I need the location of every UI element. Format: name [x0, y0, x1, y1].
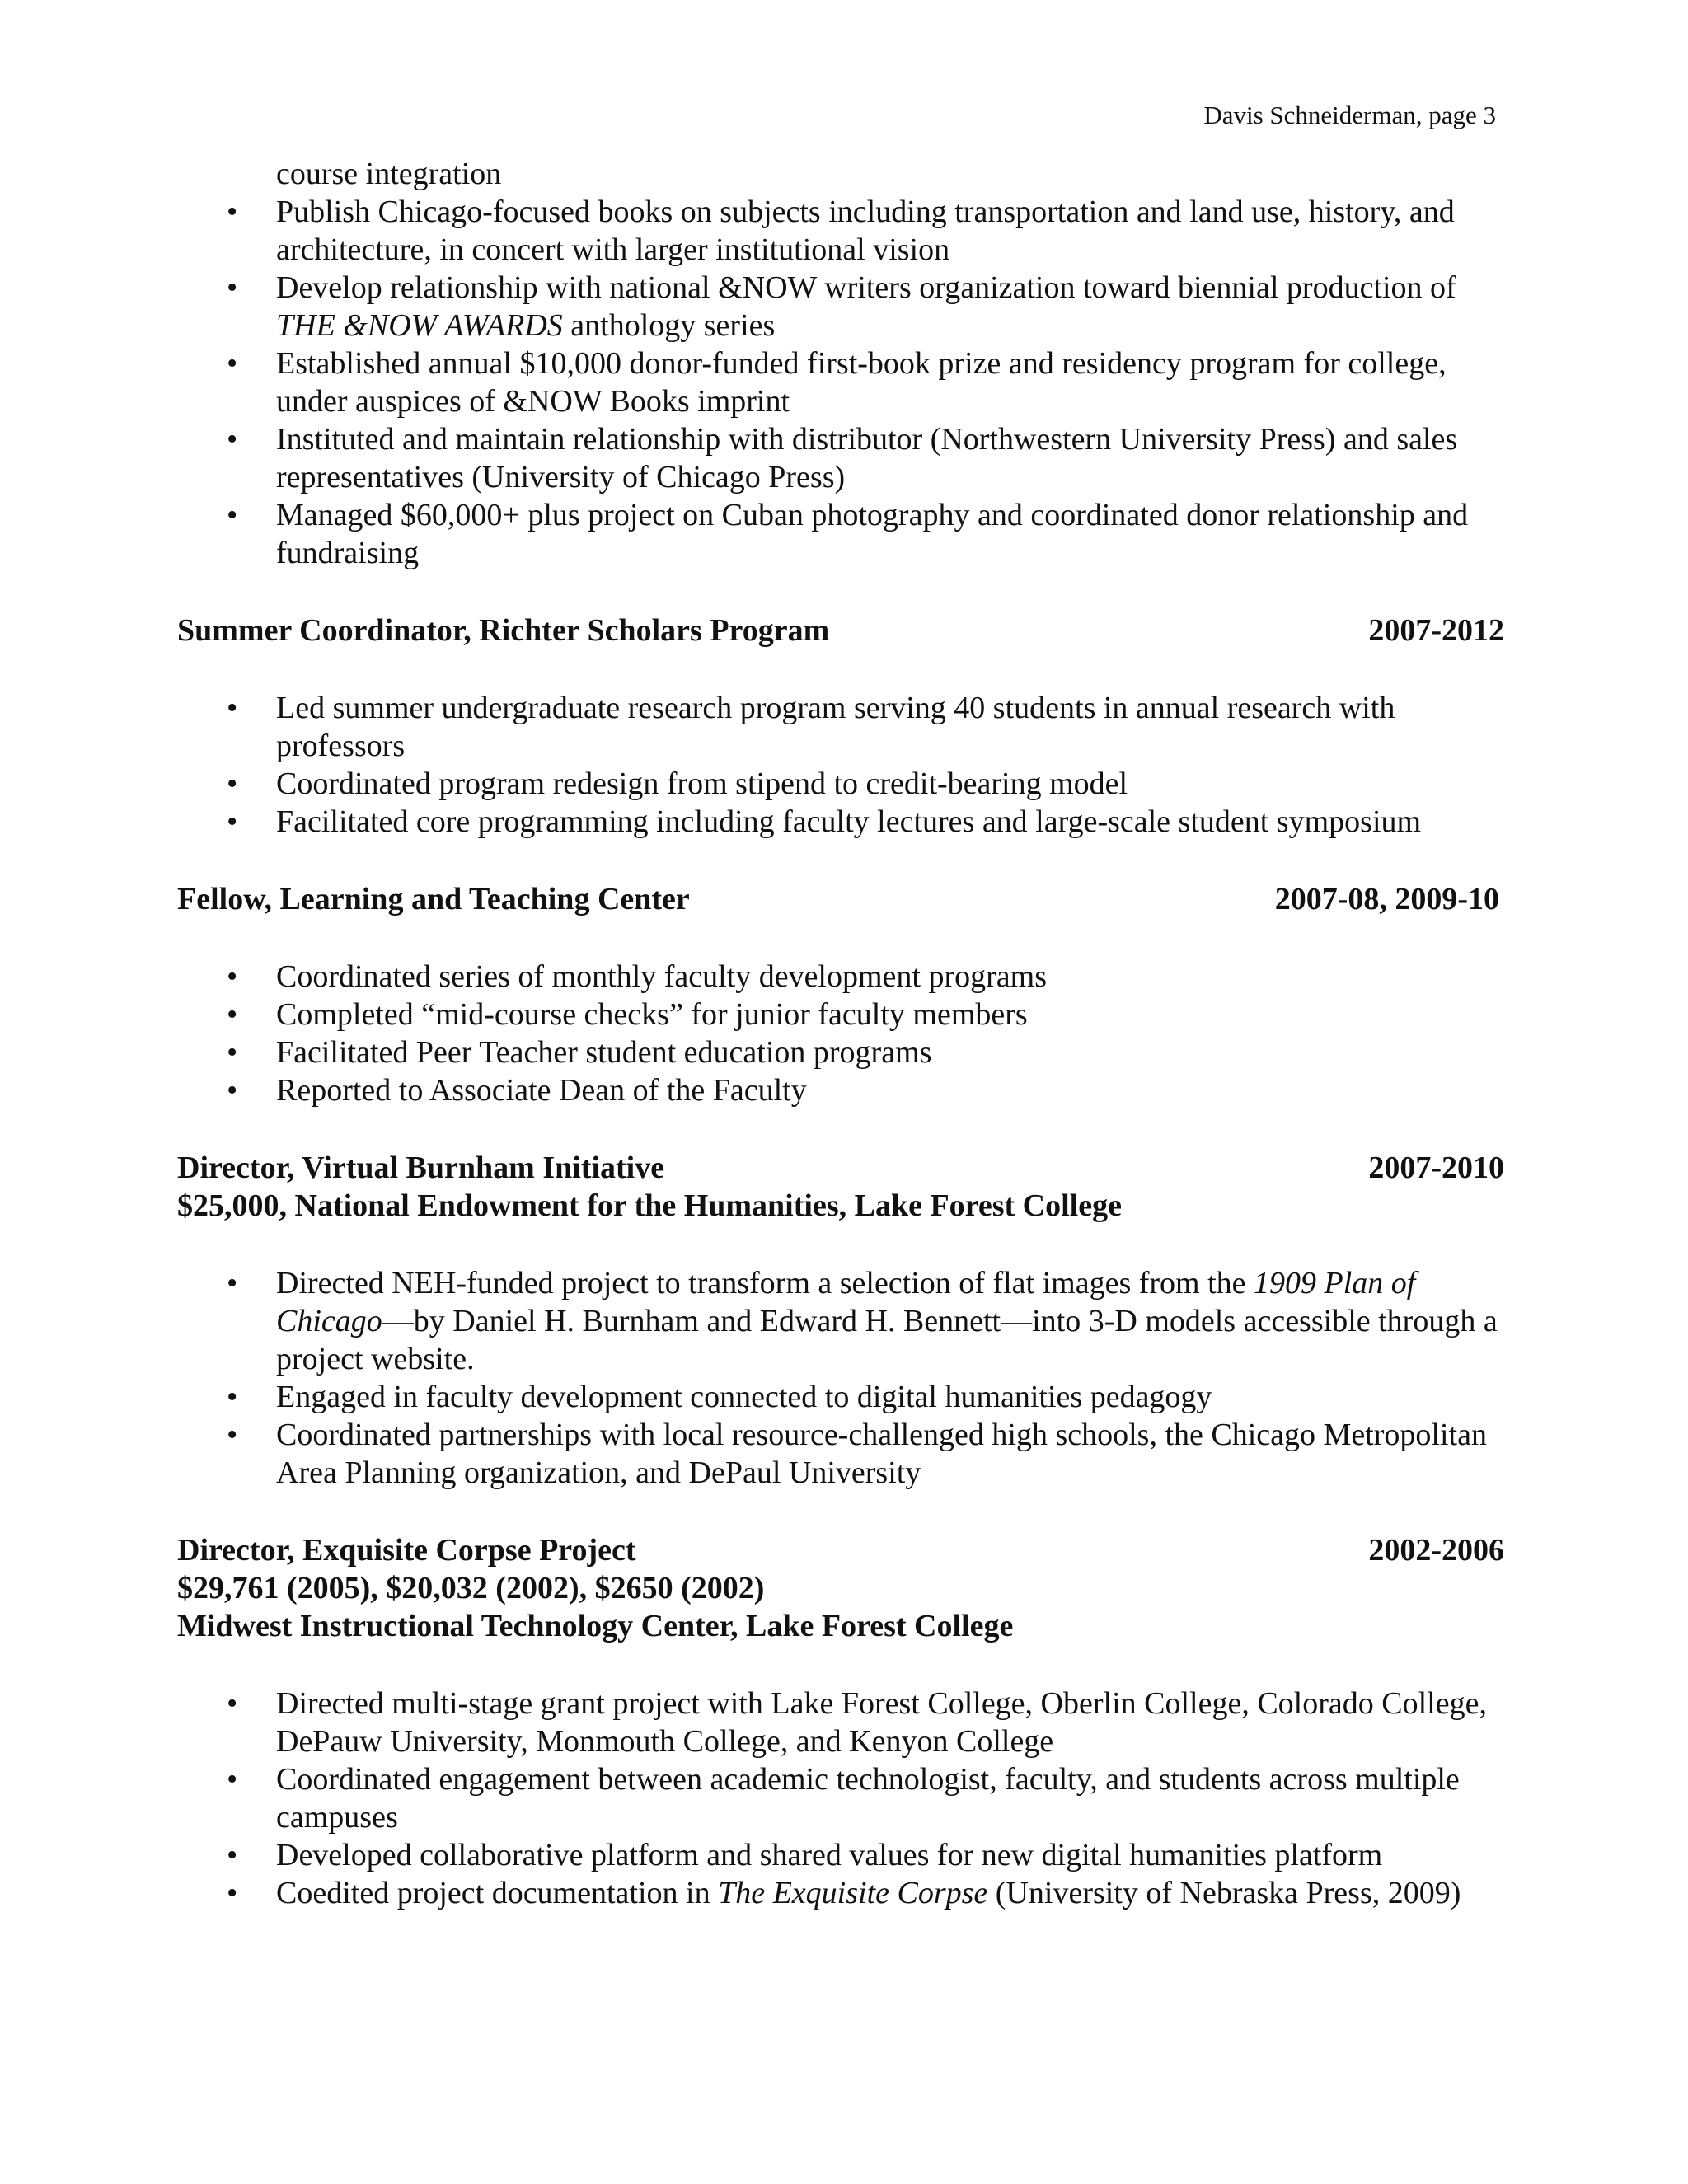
- list-item: [177, 344, 1504, 420]
- list-item-text: Facilitated Peer Teacher student education programs: [276, 1035, 932, 1070]
- section-heading: [177, 612, 1504, 649]
- bullet-icon: •: [227, 1876, 238, 1910]
- list-item: [177, 1416, 1504, 1492]
- section-heading: [177, 1149, 1504, 1225]
- section-virtual-burnham: [177, 1149, 1504, 1492]
- bullet-icon: •: [227, 1418, 238, 1452]
- bullet-icon: •: [227, 346, 238, 381]
- plan-of-chicago-title: 1909 Plan of Chicago: [276, 1266, 1416, 1338]
- section-subtitle-secondary: Midwest Instructional Technology Center, Lake Forest College: [177, 1609, 1014, 1643]
- section-exquisite-corpse: [177, 1531, 1504, 1912]
- list-item: [177, 1760, 1504, 1836]
- list-item-text: Facilitated core programming including faculty lectures and large-scale student symposium: [276, 804, 1422, 839]
- section-dates: 2007-08, 2009-10: [1274, 882, 1499, 916]
- list-item-text: Coordinated program redesign from stipend to credit-bearing model: [276, 766, 1128, 801]
- list-item: [177, 1685, 1504, 1760]
- section-title: Director, Exquisite Corpse Project: [177, 1533, 636, 1568]
- list-item-text: Led summer undergraduate research program serving 40 students in annual research with professors: [276, 691, 1395, 763]
- section-heading: [177, 1531, 1504, 1645]
- list-item: [177, 996, 1504, 1033]
- list-item: [177, 803, 1504, 841]
- anthology-title: THE &NOW AWARDS: [276, 308, 563, 343]
- section-dates: 2007-2012: [1368, 613, 1504, 648]
- section-dates: 2002-2006: [1368, 1533, 1504, 1568]
- list-item-text: Managed $60,000+ plus project on Cuban photography and coordinated donor relationship and fundraising: [276, 498, 1469, 570]
- bullet-icon: •: [227, 422, 238, 457]
- bullet-icon: •: [227, 1380, 238, 1414]
- list-item-text: Established annual $10,000 donor-funded first-book prize and residency program for college, under auspices of &NOW Books imprint: [276, 346, 1447, 419]
- bullet-list: [177, 1264, 1504, 1492]
- bullet-list: [177, 689, 1504, 841]
- list-item: [177, 958, 1504, 996]
- list-item-text: Developed collaborative platform and shared values for new digital humanities platform: [276, 1838, 1383, 1872]
- bullet-icon: •: [227, 766, 238, 801]
- bullet-icon: •: [227, 1686, 238, 1721]
- list-item: [177, 1874, 1504, 1912]
- list-item: [177, 420, 1504, 496]
- bullet-list: [177, 1685, 1504, 1912]
- list-item: [177, 1071, 1504, 1109]
- list-item-text: Coordinated partnerships with local resource-challenged high schools, the Chicago Metropolitan Area Planning organization, and DePaul University: [276, 1418, 1487, 1490]
- list-item: [177, 193, 1504, 269]
- list-item: [177, 1264, 1504, 1378]
- list-item: [177, 765, 1504, 803]
- bullet-icon: •: [227, 1266, 238, 1301]
- list-item: [177, 496, 1504, 572]
- list-item: [177, 689, 1504, 765]
- bullet-icon: •: [227, 997, 238, 1032]
- list-item-text: Develop relationship with national &NOW writers organization toward biennial production of THE &NOW AWARDS anthology series: [276, 270, 1456, 343]
- bullet-icon: •: [227, 691, 238, 725]
- continued-line: course integration: [276, 157, 502, 191]
- list-item-text: Coedited project documentation in The Exquisite Corpse (University of Nebraska Press, 2009): [276, 1876, 1461, 1910]
- list-item-text: Publish Chicago-focused books on subjects including transportation and land use, history, and architecture, in concert with larger institutional vision: [276, 194, 1455, 267]
- running-header: Davis Schneiderman, page 3: [1203, 101, 1496, 129]
- list-item: [177, 1378, 1504, 1416]
- list-item-text: Engaged in faculty development connected to digital humanities pedagogy: [276, 1380, 1212, 1414]
- bullet-icon: •: [227, 804, 238, 839]
- list-item-text: Directed NEH-funded project to transform a selection of flat images from the 1909 Plan of Chicago—by Daniel H. Burnham and Edward H. Bennett—into 3-D models accessible through a project website.: [276, 1266, 1498, 1376]
- section-heading: [177, 880, 1504, 918]
- bullet-icon: •: [227, 1762, 238, 1797]
- section-dates: 2007-2010: [1368, 1151, 1504, 1185]
- list-item-text: Coordinated engagement between academic technologist, faculty, and students across multiple campuses: [276, 1762, 1460, 1835]
- bullet-icon: •: [227, 194, 238, 229]
- section-title: Director, Virtual Burnham Initiative: [177, 1151, 665, 1185]
- list-item-text: Directed multi-stage grant project with Lake Forest College, Oberlin College, Colorado College, DePauw University, Monmouth College, and Kenyon College: [276, 1686, 1487, 1759]
- exquisite-corpse-title: The Exquisite Corpse: [718, 1876, 988, 1910]
- section-title: Summer Coordinator, Richter Scholars Program: [177, 613, 830, 648]
- bullet-icon: •: [227, 498, 238, 532]
- list-item: [177, 1836, 1504, 1874]
- list-item: [177, 1033, 1504, 1071]
- section-learning-teaching-center: [177, 880, 1504, 1109]
- section-richter-scholars: [177, 612, 1504, 841]
- list-item: [177, 269, 1504, 344]
- bullet-icon: •: [227, 1035, 238, 1070]
- bullet-icon: •: [227, 270, 238, 305]
- section-title: Fellow, Learning and Teaching Center: [177, 882, 690, 916]
- section-subtitle: $29,761 (2005), $20,032 (2002), $2650 (2002): [177, 1571, 765, 1605]
- list-item-text: Reported to Associate Dean of the Faculty: [276, 1073, 807, 1108]
- resume-content: [177, 155, 1504, 1912]
- section-subtitle: $25,000, National Endowment for the Humanities, Lake Forest College: [177, 1188, 1122, 1223]
- bullet-icon: •: [227, 959, 238, 994]
- list-item-text: Instituted and maintain relationship with distributor (Northwestern University Press) and sales representatives (University of Chicago Press): [276, 422, 1458, 494]
- bullet-list: [177, 958, 1504, 1109]
- continued-bullet-list: [177, 155, 1504, 572]
- bullet-icon: •: [227, 1838, 238, 1872]
- list-item-text: Completed “mid-course checks” for junior faculty members: [276, 997, 1028, 1032]
- bullet-icon: •: [227, 1073, 238, 1108]
- list-item-text: Coordinated series of monthly faculty development programs: [276, 959, 1047, 994]
